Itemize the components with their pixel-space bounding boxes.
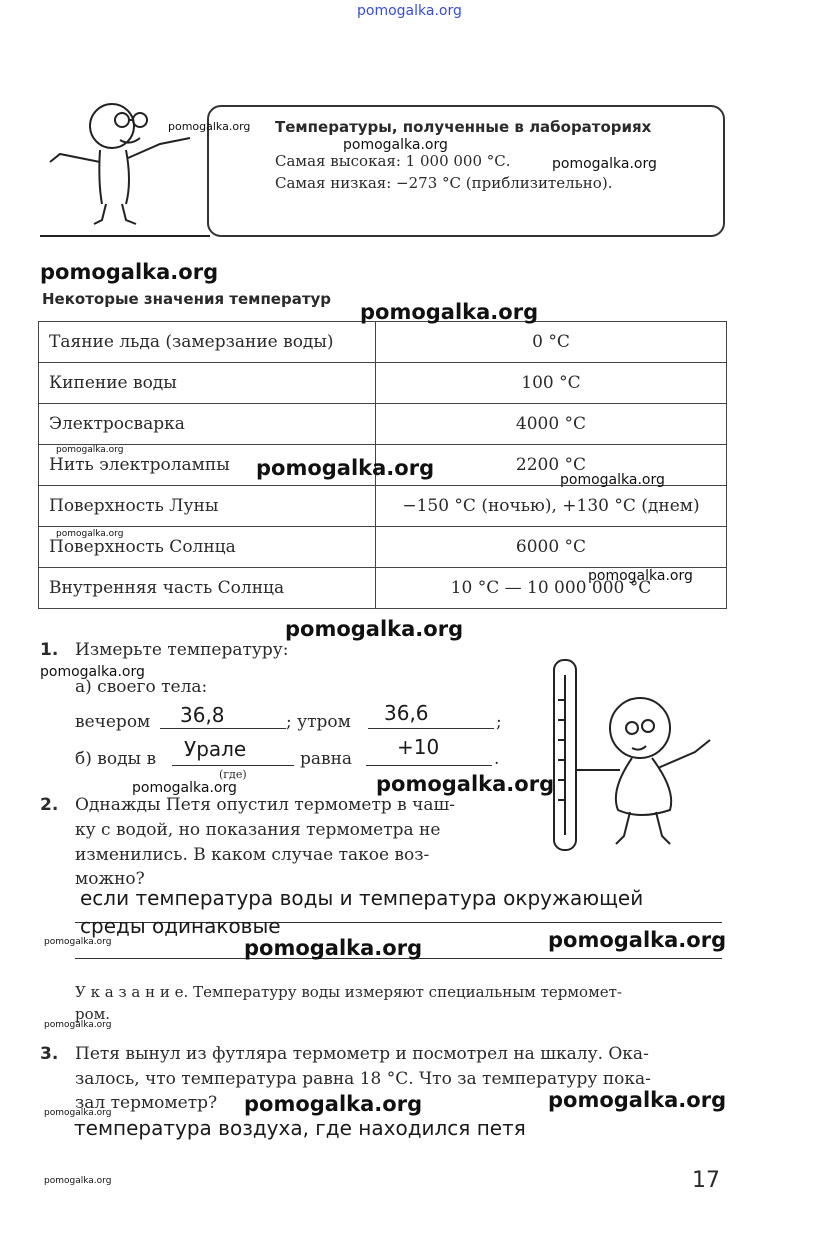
watermark: pomogalka.org [285,617,464,641]
watermark: pomogalka.org [244,1092,423,1116]
task2-line: Однажды Петя опустил термометр в чаш- [75,795,456,815]
task2-answer-line2: среды одинаковые [80,914,281,938]
page-number: 17 [692,1168,720,1193]
where-answer: Урале [184,737,247,761]
task1-number: 1. [40,640,59,660]
watermark: pomogalka.org [44,1020,112,1030]
task2-line: ку с водой, но показания термометра не [75,820,441,840]
where-answer-line [172,765,294,766]
water-label: б) воды в [75,749,157,769]
watermark: pomogalka.org [40,260,219,284]
watermark: pomogalka.org [40,664,145,680]
task2-answer-line1: если температура воды и температура окружающей [80,886,644,910]
row-name: Таяние льда (замерзание воды) [39,322,376,363]
row-name: Кипение воды [39,363,376,404]
watermark: pomogalka.org [44,937,112,947]
water-answer-line [366,765,492,766]
watermark: pomogalka.org [588,568,693,584]
task2-line: изменились. В каком случае такое воз- [75,845,430,865]
row-value: 6000 °С [375,527,726,568]
row-name: Поверхность Солнца [39,527,376,568]
task3-line: зал термометр? [75,1093,218,1113]
watermark: pomogalka.org [548,1088,727,1112]
where-hint: (где) [219,768,247,781]
watermark: pomogalka.org [56,529,124,539]
info-box-lowest: Самая низкая: −273 °С (приблизительно). [275,174,613,192]
evening-label: вечером [75,712,151,732]
row-name: Внутренняя часть Солнца [39,568,376,609]
row-value: 0 °С [375,322,726,363]
hint-line: ром. [75,1005,111,1023]
task2-hint [75,981,725,1025]
task3-line: Петя вынул из футляра термометр и посмотрел на шкалу. Ока- [75,1044,649,1064]
task3-answer: температура воздуха, где находился петя [74,1116,526,1140]
watermark: pomogalka.org [548,928,727,952]
watermark: pomogalka.org [168,120,251,133]
hint-line: У к а з а н и е. Температуру воды измеряют специальным термомет- [75,983,623,1001]
task3-number: 3. [40,1044,59,1064]
row-value: 100 °С [375,363,726,404]
table-row [39,404,727,445]
morning-answer: 36,6 [384,701,429,725]
evening-answer-line [160,728,286,729]
watermark-top: pomogalka.org [357,3,462,19]
task1-part-a: а) своего тела: [75,677,208,697]
table-title: Некоторые значения температур [42,290,332,308]
semicolon: ; [496,712,502,732]
table-row [39,322,727,363]
thermometer-illustration [520,640,720,855]
row-value: 2200 °С [375,445,726,486]
task2-line: можно? [75,869,145,889]
table-row [39,363,727,404]
watermark: pomogalka.org [256,456,435,480]
task1-prompt: Измерьте температуру: [75,640,289,660]
equals-label: равна [300,749,353,769]
table-row [39,486,727,527]
row-name: Электросварка [39,404,376,445]
table-row [39,527,727,568]
watermark: pomogalka.org [376,772,555,796]
info-box-title: Температуры, полученные в лабораториях [275,118,652,136]
watermark: pomogalka.org [343,137,448,153]
watermark: pomogalka.org [360,300,539,324]
watermark: pomogalka.org [552,156,657,172]
watermark: pomogalka.org [560,472,665,488]
water-answer: +10 [397,735,440,759]
info-box-highest: Самая высокая: 1 000 000 °С. [275,152,511,170]
professor-illustration [40,92,210,240]
row-name: Поверхность Луны [39,486,376,527]
watermark: pomogalka.org [244,936,423,960]
watermark: pomogalka.org [132,780,237,796]
task3-line: залось, что температура равна 18 °С. Что за температуру пока- [75,1069,651,1089]
watermark: pomogalka.org [44,1108,112,1118]
morning-label: ; утром [286,712,351,732]
watermark: pomogalka.org [56,445,124,455]
row-value: 4000 °С [375,404,726,445]
task2-number: 2. [40,795,59,815]
watermark: pomogalka.org [44,1176,112,1186]
period: . [494,749,500,769]
row-value: −150 °С (ночью), +130 °С (днем) [375,486,726,527]
evening-answer: 36,8 [180,703,225,727]
row-value: 10 °С — 10 000 000 °С [375,568,726,609]
row-name: Нить электролампы [39,445,376,486]
morning-answer-line [368,728,494,729]
